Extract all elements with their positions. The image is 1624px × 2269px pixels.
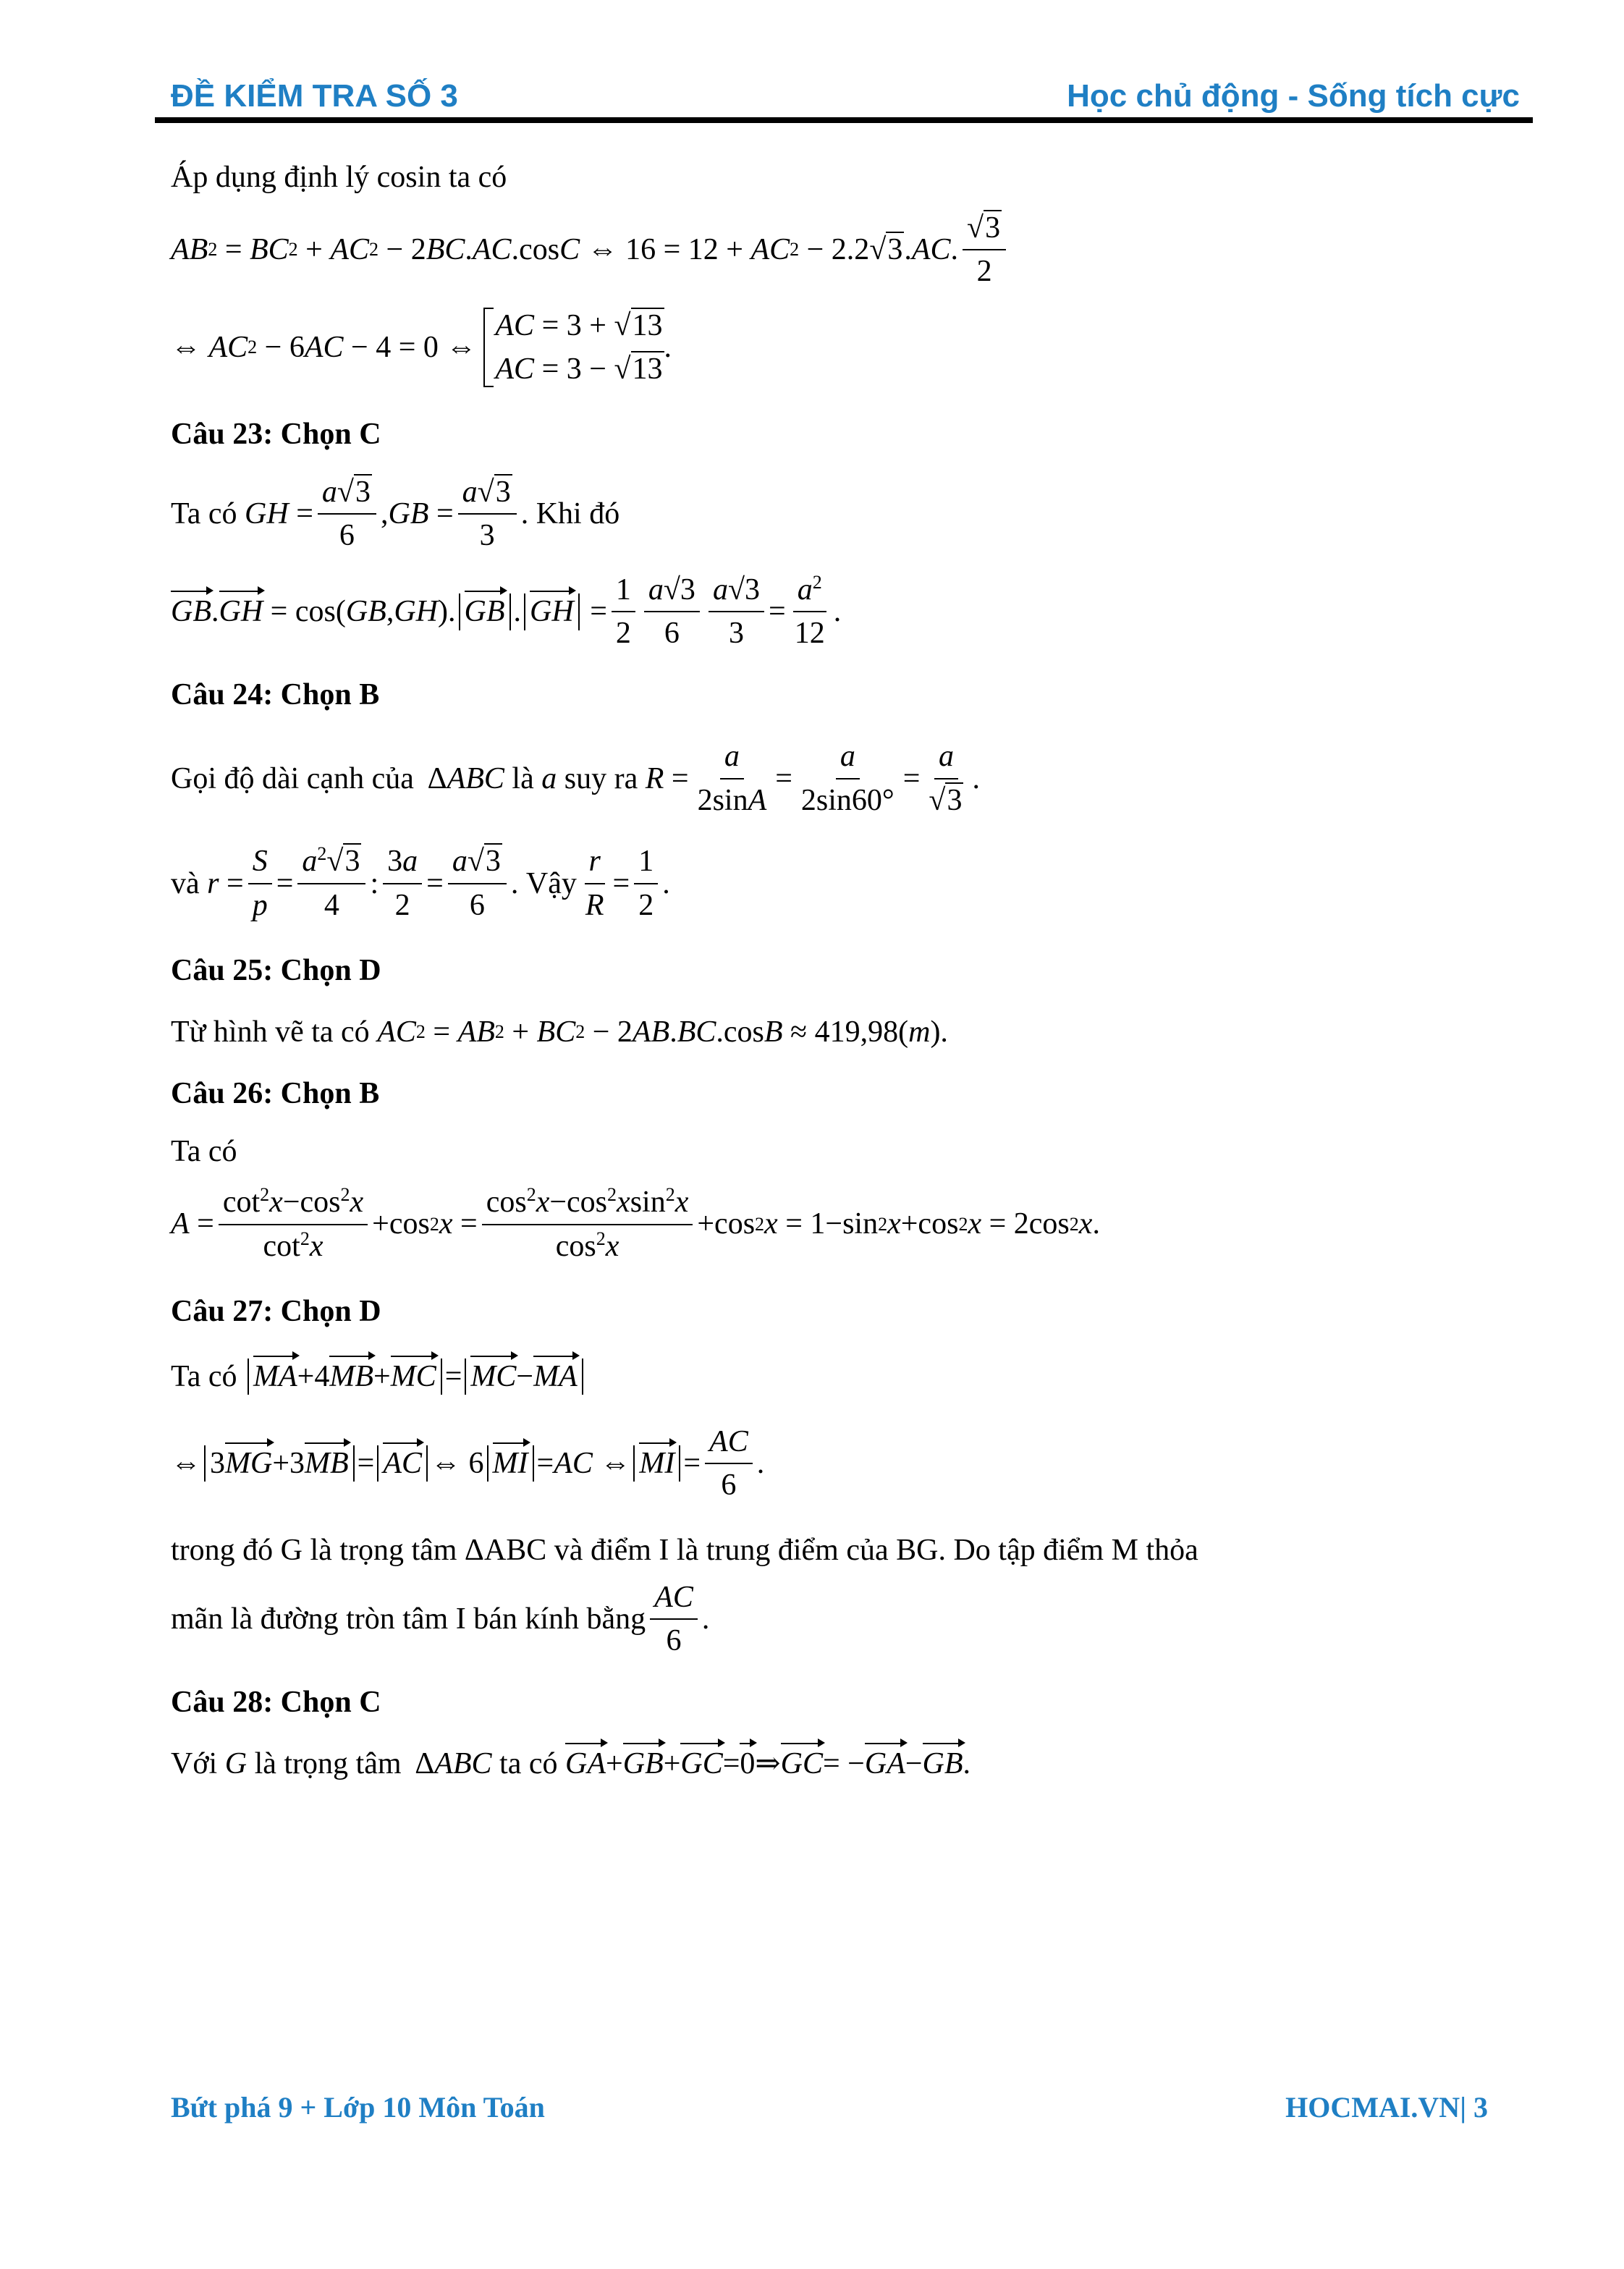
q26-equation: A = $\frac{\cot^2x-\cos^2x}{\cot^2x}$ +cos 2 x = $\frac{\cos^2x-\cos^2xsin^2x}{\cos^2x}$ +cos 2 x = 1−sin 2 x +cos 2 x = 2cos 2 x .: [171, 1184, 1100, 1263]
header-slogan: Học chủ động - Sống tích cực: [1067, 78, 1520, 114]
q23-line1: Ta có GH = $\frac{a√3}{6}$ , GB = $\frac{a√3}{3}$ . Khi đó: [171, 476, 620, 553]
page-content: [171, 156, 1528, 1786]
header-title: ĐỀ KIỂM TRA SỐ 3: [171, 78, 458, 114]
q24-line2: và r = $\frac{S}{p}$ = $\frac{a^2√3}{4}$ : $\frac{3a}{2}$ = $\frac{a√3}{6}$ . Vậy $\frac{r}{R}$ = $\frac{1}{2}$ .: [171, 843, 670, 922]
cosine-equation: AB 2 = BC 2 + AC 2 − 2 BC . AC .cos C ⇔ 16 = 12 + AC 2 − 2.2 √3 . AC . $\frac{√3}{2}$: [171, 206, 1528, 293]
question-25-title: Câu 25: Chọn D: [171, 953, 381, 987]
question-26-title: Câu 26: Chọn B: [171, 1077, 380, 1111]
footer-course: Bứt phá 9 + Lớp 10 Môn Toán: [171, 2091, 545, 2124]
quadratic-equation: ⇔ AC 2 − 6 AC − 4 = 0 ⇔ AC = 3 + √13 AC = 3 − √13 .: [171, 300, 1528, 394]
page-header: [155, 72, 1533, 123]
q27-line1: Ta có MA+4MB+MC = MC−MA: [171, 1351, 1528, 1402]
intro-line: Áp dụng định lý cosin ta có: [171, 160, 507, 194]
header-rule: [155, 117, 1533, 123]
q27-line3: trong đó G là trọng tâm ΔABC và điểm I là trung điểm của BG. Do tập điểm M thỏa: [171, 1533, 1198, 1567]
q27-line2: ⇔ 3MG+3MB = AC ⇔ 6 MI = AC ⇔ MI = $\frac{AC}{6}$ .: [171, 1424, 765, 1502]
q27-line4: mãn là đường tròn tâm I bán kính bằng $\frac{AC}{6}$ .: [171, 1580, 710, 1657]
question-28-title: Câu 28: Chọn C: [171, 1685, 381, 1719]
solution-bracket: AC = 3 + √13 AC = 3 − √13: [483, 308, 664, 388]
footer-page: HOCMAI.VN| 3: [1285, 2091, 1488, 2124]
q25-line: Từ hình vẽ ta có AC 2 = AB 2 + BC 2 − 2 AB . BC .cos B ≈ 419,98( m ).: [171, 1015, 948, 1049]
question-27-title: Câu 27: Chọn D: [171, 1294, 381, 1328]
q23-line2: GB . GH = cos( GB , GH ). GB . GH = $\frac{1}{2}$ $\frac{a√3}{6}$ $\frac{a√3}{3}$ = $\frac{a^2}{12}$ .: [171, 572, 842, 651]
q28-line: Với G là trọng tâm Δ ABC ta có GA + GB + GC = 0 ⇒ GC = − GA − GB .: [171, 1742, 1528, 1786]
question-23-title: Câu 23: Chọn C: [171, 418, 381, 451]
q26-text: Ta có: [171, 1135, 237, 1169]
question-24-title: Câu 24: Chọn B: [171, 678, 380, 712]
q24-line1: Gọi độ dài cạnh của Δ ABC là a suy ra R = $\frac{a}{2\sin A}$ = $\frac{a}{2\sin 60^\circ}$ = $\frac{a}{√3}$ .: [171, 740, 980, 817]
